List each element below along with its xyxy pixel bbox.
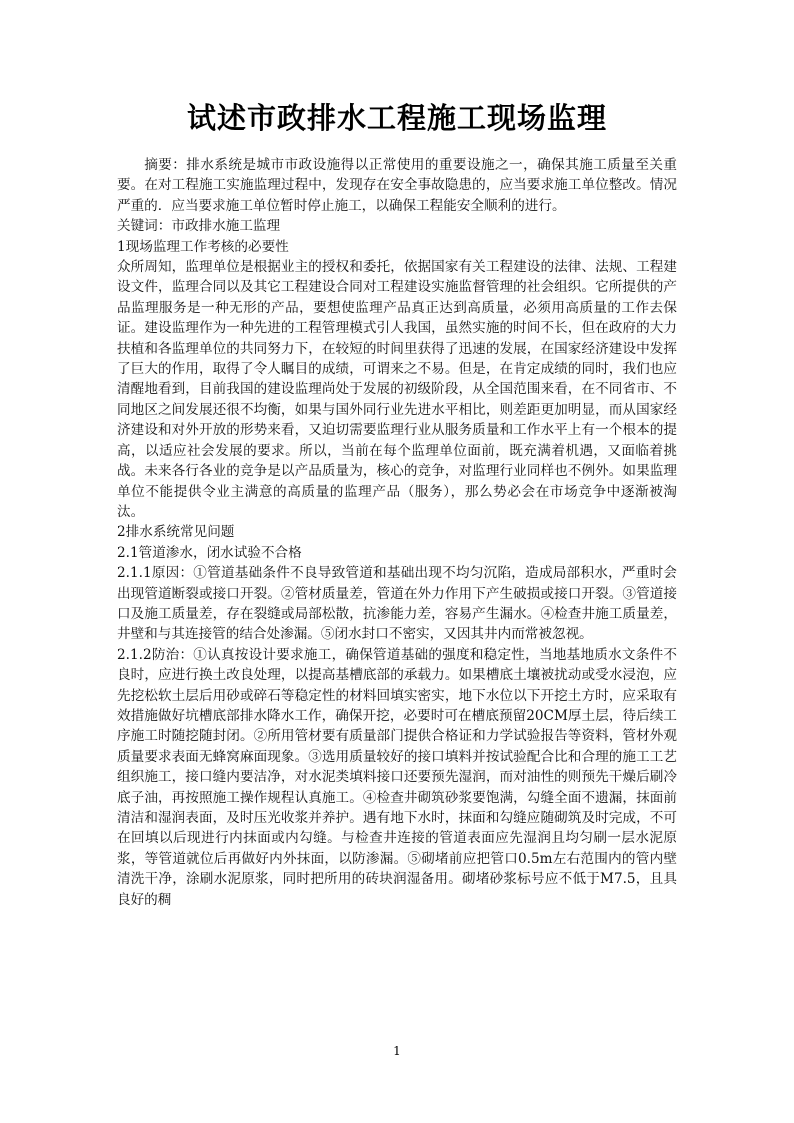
section-2-1-heading: 2.1管道渗水，闭水试验不合格 — [117, 544, 302, 561]
document-title: 试述市政排水工程施工现场监理 — [186, 101, 607, 135]
section-2-heading: 2排水系统常见问题 — [117, 524, 235, 541]
document-body — [117, 155, 677, 910]
section-2-1-2-paragraph: 2.1.2防治：①认真按设计要求施工，确保管道基础的强度和稳定性，当地基地质水文条件不良时，应进行换土改良处理，以提高基槽底部的承载力。如果槽底土壤被扰动或受水浸泡，应先挖松软土层后用砂或碎石等稳定性的材料回填实密实，地下水位以下开挖土方时，应采取有效措施做好坑槽底部排水降水工作，确保开挖，必要时可在槽底预留20CM厚土层，待后续工序施工时随挖随封闭。②所用管材要有质量部门提供合格证和力学试验报告等资料，管材外观质量要求表面无蜂窝麻面现象。③选用质量较好的接口填料并按试验配合比和合理的施工工艺组织施工，接口缝内要洁净，对水泥类填料接口还要预先湿润，而对油性的则预先干燥后刷冷底子油，再按照施工操作规程认真施工。④检查井砌筑砂浆要饱满，勾缝全面不遗漏，抹面前清洁和湿润表面，及时压光收浆并养护。遇有地下水时，抹面和勾缝应随砌筑及时完成，不可在回填以后现进行内抹面或内勾缝。与检查井连接的管道表面应先湿润且均匀刷一层水泥原浆，等管道就位后再做好内外抹面，以防渗漏。⑤砌堵前应把管口0.5m左右范围内的管内壁清洗干净，涂刷水泥原浆，同时把所用的砖块润湿备用。砌堵砂浆标号应不低于M7.5，且具良好的稠 — [117, 646, 677, 908]
section-1-paragraph: 众所周知，监理单位是根据业主的授权和委托，依据国家有关工程建设的法律、法规、工程建设文件，监理合同以及其它工程建设合同对工程建设实施监督管理的社会组织。它所提供的产品监理服务是一种无形的产品，要想使监理产品真正达到高质量，必须用高质量的工作去保证。建设监理作为一种先进的工程管理模式引人我国，虽然实施的时间不长，但在政府的大力扶植和各监理单位的共同努力下，在较短的时间里获得了迅速的发展，在国家经济建设中发挥了巨大的作用，取得了令人瞩目的成绩，可谓来之不易。但是，在肯定成绩的同时，我们也应清醒地看到，目前我国的建设监理尚处于发展的初级阶段，从全国范围来看，在不同省市、不同地区之间发展还很不均衡，如果与国外同行业先进水平相比，则差距更加明显，而从国家经济建设和对外开放的形势来看，又迫切需要监理行业从服务质量和工作水平上有一个根本的提高，以适应社会发展的要求。所以，当前在每个监理单位面前，既充满着机遇，又面临着挑战。未来各行各业的竞争是以产品质量为，核心的竞争，对监理行业同样也不例外。如果监理单位不能提供令业主满意的高质量的监理产品（服务），那么势必会在市场竞争中逐渐被淘汰。 — [117, 259, 677, 520]
section-1-heading: 1现场监理工作考核的必要性 — [117, 238, 289, 255]
section-2-1-1-paragraph: 2.1.1原因：①管道基础条件不良导致管道和基础出现不均匀沉陷，造成局部积水，严重时会出现管道断裂或接口开裂。②管材质量差，管道在外力作用下产生破损或接口开裂。③管道接口及施工质量差，存在裂缝或局部松散，抗渗能力差，容易产生漏水。④检查井施工质量差，井壁和与其连接管的结合处渗漏。⑤闭水封口不密实，又因其井内而常被忽视。 — [117, 565, 677, 643]
page-number: 1 — [393, 1044, 401, 1058]
keywords-line: 关键词：市政排水施工监理 — [117, 218, 281, 235]
abstract-paragraph: 摘要：排水系统是城市市政设施得以正常使用的重要设施之一，确保其施工质量至关重要。在对工程施工实施监理过程中，发现存在安全事故隐患的，应当要求施工单位整改。情况严重的．应当要求施工单位暂时停止施工，以确保工程能安全顺利的进行。 — [117, 157, 677, 214]
